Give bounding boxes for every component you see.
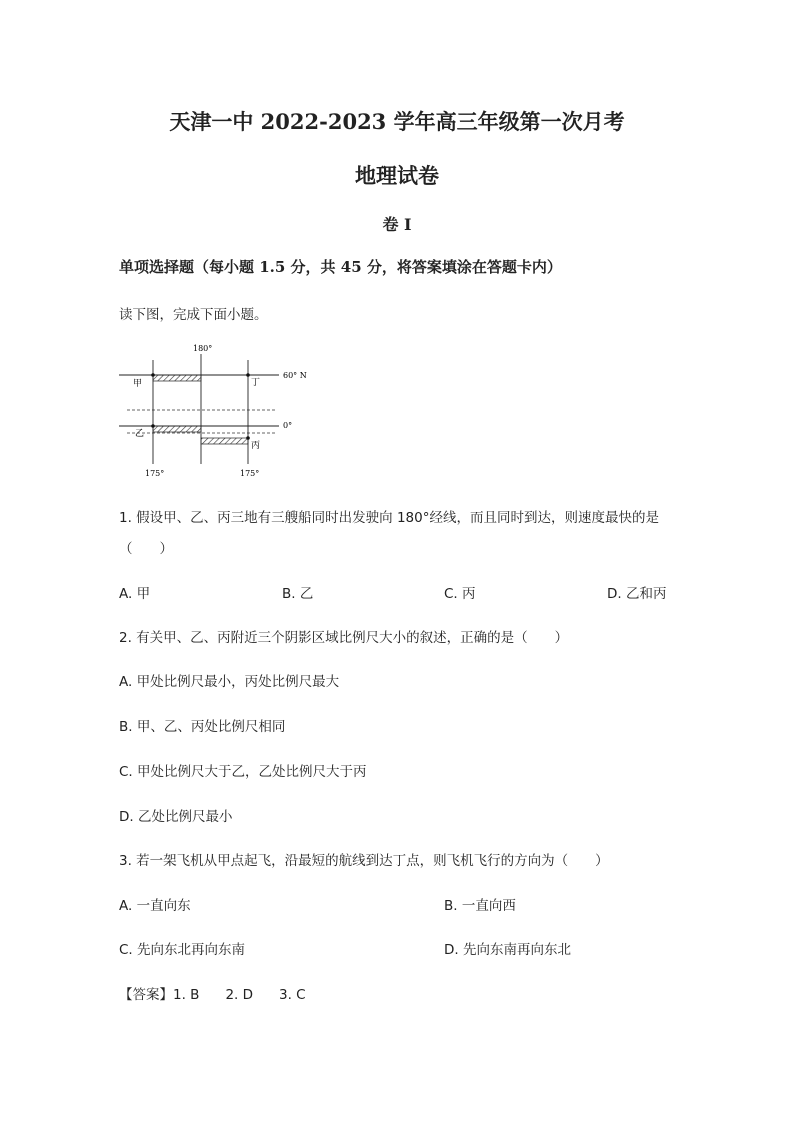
q3-option-c: C. 先向东北再向东南	[119, 942, 246, 958]
q1-option-d: D. 乙和丙	[607, 586, 667, 602]
q1-option-a: A. 甲	[119, 586, 151, 602]
q3-option-a: A. 一直向东	[119, 898, 191, 914]
q2-option-c: C. 甲处比例尺大于乙，乙处比例尺大于丙	[119, 764, 367, 780]
label-ding: 丁	[251, 378, 261, 388]
q1-option-c: C. 丙	[444, 586, 476, 602]
answer-tag: 【答案】	[119, 987, 173, 1003]
answer-2: 2. D	[225, 987, 254, 1003]
label-yi: 乙	[135, 429, 145, 439]
answer-3: 3. C	[279, 987, 306, 1003]
q2-option-b: B. 甲、乙、丙处比例尺相同	[119, 719, 286, 735]
q3-option-b: B. 一直向西	[444, 898, 516, 914]
section-heading: 单项选择题（每小题 1.5 分，共 45 分，将答案填涂在答题卡内）	[119, 258, 562, 276]
q2-option-a: A. 甲处比例尺最小，丙处比例尺最大	[119, 674, 340, 690]
label-60n: 60° N	[283, 371, 307, 380]
hatched-area-jia	[153, 375, 201, 381]
question-3-stem: 3. 若一架飞机从甲点起飞，沿最短的航线到达丁点，则飞机飞行的方向为（ ）	[119, 853, 609, 869]
point-jia	[151, 373, 155, 377]
meridian-figure	[119, 340, 329, 482]
label-0: 0°	[283, 421, 293, 430]
point-ding	[246, 373, 250, 377]
question-1-stem-cont: （ ）	[119, 541, 173, 557]
q1-option-b: B. 乙	[282, 586, 314, 602]
part-title: 卷 I	[382, 215, 412, 234]
section-intro: 读下图，完成下面小题。	[119, 307, 268, 323]
label-bing: 丙	[251, 441, 261, 451]
question-1-stem: 1. 假设甲、乙、丙三地有三艘船同时出发驶向 180°经线，而且同时到达，则速度最快的是	[119, 510, 659, 526]
label-175-left: 175°	[145, 469, 165, 478]
point-yi	[151, 424, 155, 428]
label-175-right: 175°	[240, 469, 260, 478]
label-jia: 甲	[133, 379, 143, 389]
main-title: 天津一中 2022-2023 学年高三年级第一次月考	[169, 109, 625, 134]
q2-option-d: D. 乙处比例尺最小	[119, 809, 233, 825]
hatched-area-yi	[153, 426, 201, 432]
label-180: 180°	[193, 344, 213, 353]
q3-option-d: D. 先向东南再向东北	[444, 942, 571, 958]
question-2-stem: 2. 有关甲、乙、丙附近三个阴影区域比例尺大小的叙述，正确的是（ ）	[119, 630, 569, 646]
answer-1: 1. B	[173, 987, 200, 1003]
answer-line	[119, 983, 306, 1003]
hatched-area-bing	[201, 438, 248, 444]
point-bing	[246, 436, 250, 440]
subject-title: 地理试卷	[355, 163, 439, 188]
